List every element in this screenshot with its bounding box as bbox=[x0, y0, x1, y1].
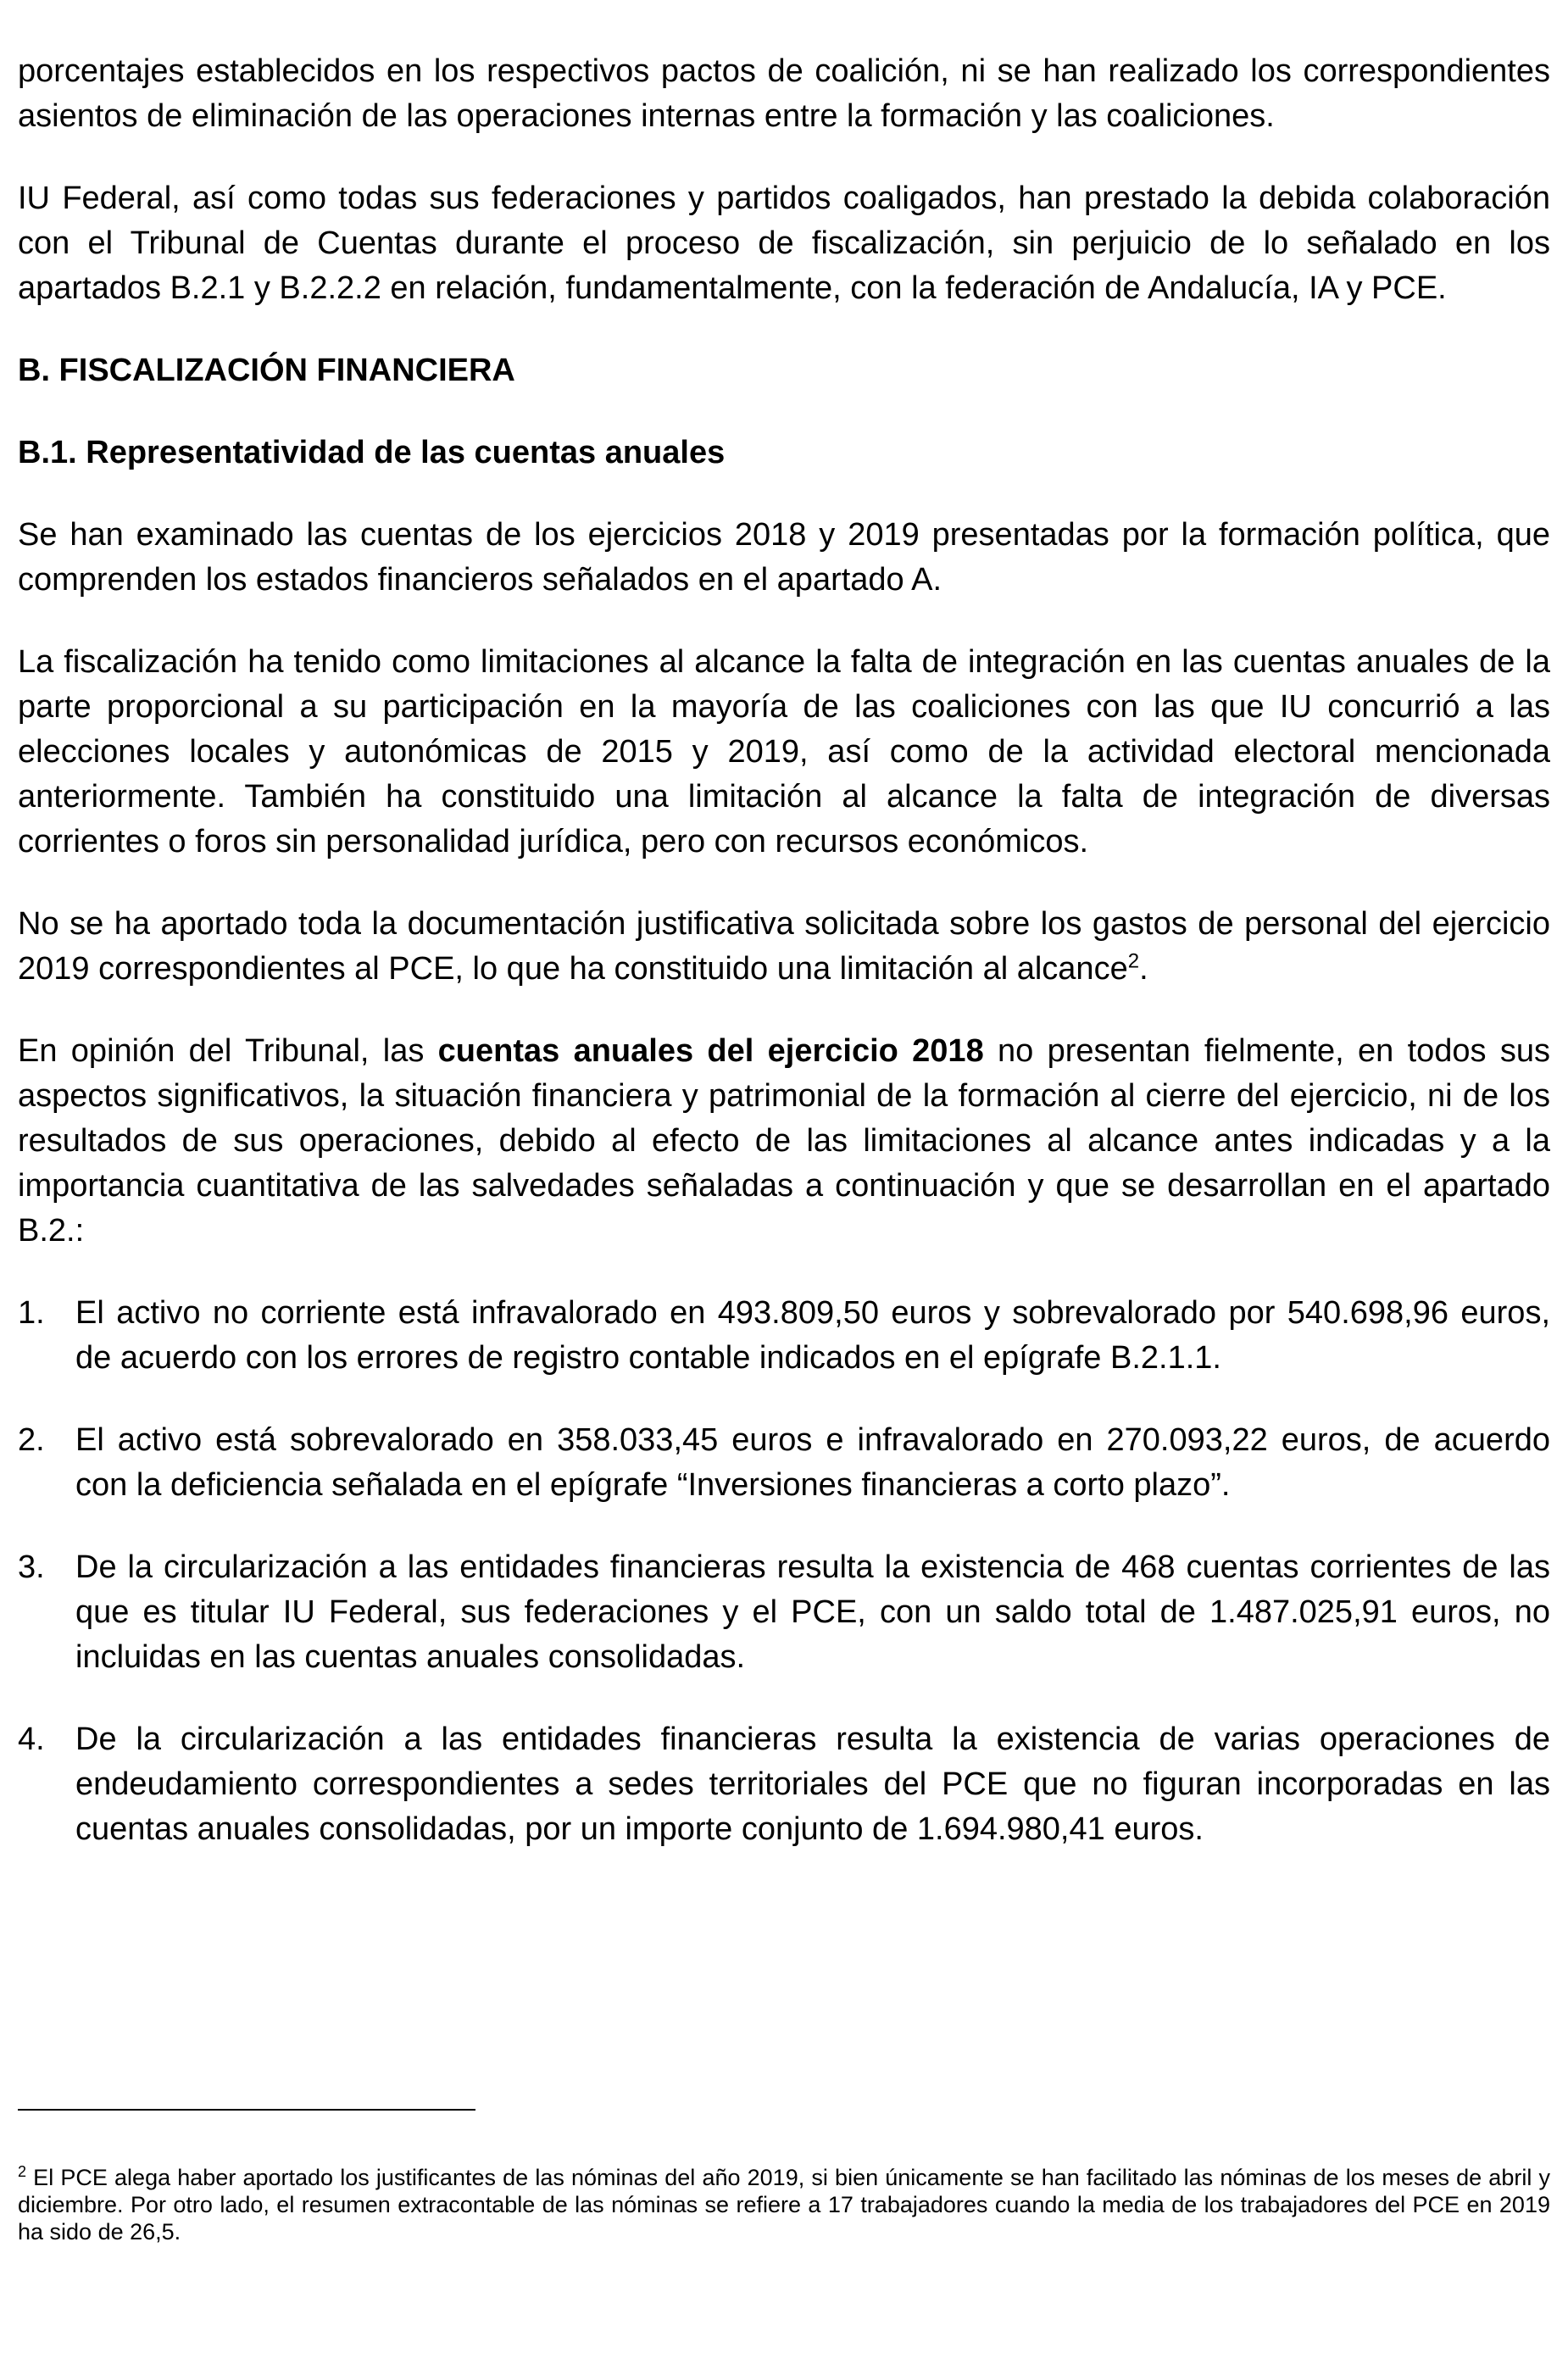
list-item-number: 2. bbox=[18, 1422, 45, 1458]
footnote bbox=[18, 2164, 1550, 2245]
paragraph-documentacion bbox=[18, 902, 1550, 992]
list-item-text: El activo está sobrevalorado en 358.033,45 euros e infravalorado en 270.093,22 euros, de acuerdo con la deficiencia señalada en el epígrafe “Inversiones financieras a corto plazo”. bbox=[75, 1422, 1550, 1503]
paragraph-opinion-bold: cuentas anuales del ejercicio 2018 bbox=[437, 1033, 984, 1069]
list-item bbox=[18, 1545, 1550, 1680]
salvedades-list bbox=[18, 1291, 1550, 1852]
paragraph-documentacion-text: No se ha aportado toda la documentación justificativa solicitada sobre los gastos de personal del ejercicio 2019 correspondientes al PCE, lo que ha constituido una limitación al alcance bbox=[18, 906, 1550, 987]
document-body bbox=[18, 49, 1550, 1889]
paragraph-coaliciones: porcentajes establecidos en los respectivos pactos de coalición, ni se han realizado los correspondientes asientos de eliminación de las operaciones internas entre la formación y las coaliciones. bbox=[18, 53, 1550, 134]
list-item-number: 1. bbox=[18, 1295, 45, 1331]
paragraph-opinion bbox=[18, 1029, 1550, 1254]
section-heading-fiscalizacion: B. FISCALIZACIÓN FINANCIERA bbox=[18, 353, 515, 388]
footnote-divider bbox=[18, 2109, 475, 2111]
footnote-reference: 2 bbox=[1127, 949, 1140, 973]
paragraph-colaboracion: IU Federal, así como todas sus federaciones y partidos coaligados, han prestado la debida colaboración con el Tribunal de Cuentas durante el proceso de fiscalización, sin perjuicio de lo señalado en los apartados B.2.1 y B.2.2.2 en relación, fundamentalmente, con la federación de Andalucía, IA y PCE. bbox=[18, 181, 1550, 306]
list-item-text: De la circularización a las entidades financieras resulta la existencia de varias operaciones de endeudamiento correspondientes a sedes territoriales del PCE que no figuran incorporadas en las cuentas anuales consolidadas, por un importe conjunto de 1.694.980,41 euros. bbox=[75, 1722, 1550, 1847]
paragraph-opinion-start: En opinión del Tribunal, las bbox=[18, 1033, 438, 1069]
paragraph-documentacion-end: . bbox=[1139, 951, 1148, 987]
list-item bbox=[18, 1291, 1550, 1381]
list-item-number: 4. bbox=[18, 1722, 45, 1757]
list-item-text: De la circularización a las entidades financieras resulta la existencia de 468 cuentas corrientes de las que es titular IU Federal, sus federaciones y el PCE, con un saldo total de 1.487.025,91 euros, no incluidas en las cuentas anuales consolidadas. bbox=[75, 1549, 1550, 1675]
list-item bbox=[18, 1717, 1550, 1852]
footnote-number: 2 bbox=[18, 2163, 27, 2180]
subsection-heading-representatividad: B.1. Representatividad de las cuentas anuales bbox=[18, 435, 726, 470]
list-item bbox=[18, 1418, 1550, 1508]
paragraph-opinion-end: no presentan fielmente, en todos sus aspectos significativos, la situación financiera y patrimonial de la formación al cierre del ejercicio, ni de los resultados de sus operaciones, debido al efecto de las limitaciones al alcance antes indicadas y a la importancia cuantitativa de las salvedades señaladas a continuación y que se desarrollan en el apartado B.2.: bbox=[18, 1033, 1550, 1249]
paragraph-examen-cuentas: Se han examinado las cuentas de los ejercicios 2018 y 2019 presentadas por la formación política, que comprenden los estados financieros señalados en el apartado A. bbox=[18, 517, 1550, 598]
list-item-text: El activo no corriente está infravalorado en 493.809,50 euros y sobrevalorado por 540.698,96 euros, de acuerdo con los errores de registro contable indicados en el epígrafe B.2.1.1. bbox=[75, 1295, 1550, 1376]
footnote-text: El PCE alega haber aportado los justificantes de las nóminas del año 2019, si bien únicamente se han facilitado las nóminas de los meses de abril y diciembre. Por otro lado, el resumen extracontable de las nóminas se refiere a 17 trabajadores cuando la media de los trabajadores del PCE en 2019 ha sido de 26,5. bbox=[18, 2165, 1550, 2245]
paragraph-limitaciones: La fiscalización ha tenido como limitaciones al alcance la falta de integración en las cuentas anuales de la parte proporcional a su participación en la mayoría de las coaliciones con las que IU concurrió a las elecciones locales y autonómicas de 2015 y 2019, así como de la actividad electoral mencionada anteriormente. También ha constituido una limitación al alcance la falta de integración de diversas corrientes o foros sin personalidad jurídica, pero con recursos económicos. bbox=[18, 644, 1550, 859]
list-item-number: 3. bbox=[18, 1549, 45, 1585]
